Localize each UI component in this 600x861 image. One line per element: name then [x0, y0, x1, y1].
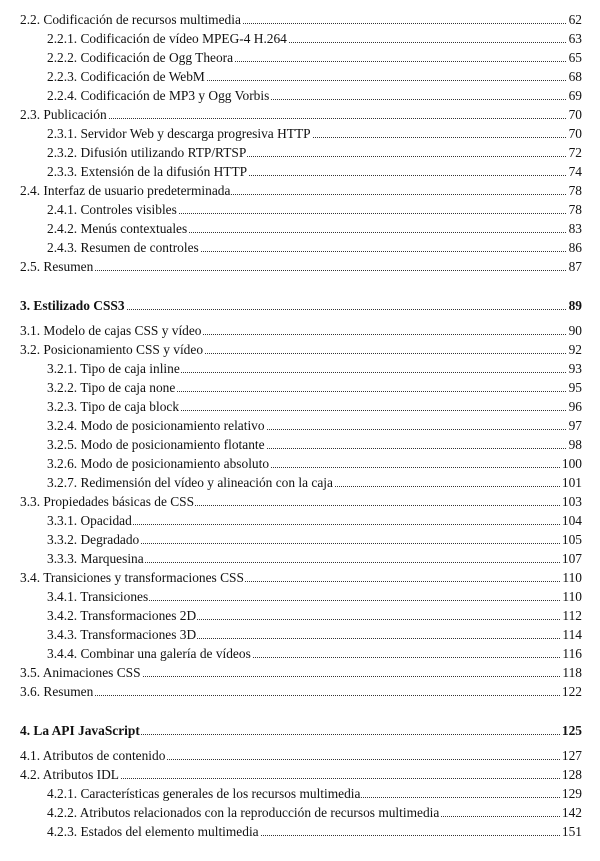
toc-entry[interactable]: [0, 606, 600, 625]
toc-entry-title: 2.4.3. Resumen de controles: [47, 240, 199, 255]
toc-entry-title: 4.1. Atributos de contenido: [20, 748, 166, 763]
toc-entry[interactable]: [0, 105, 600, 124]
toc-page-number: 122: [561, 684, 582, 699]
toc-page-number: 127: [561, 748, 582, 763]
toc-entry-title: 3.3.1. Opacidad: [47, 513, 132, 528]
toc-entry[interactable]: [0, 67, 600, 86]
toc-entry[interactable]: [0, 492, 600, 511]
toc-entry-title: 3.6. Resumen: [20, 684, 94, 699]
toc-entry-title: 2.4. Interfaz de usuario predeterminada: [20, 183, 231, 198]
toc-page-number: 93: [568, 361, 582, 376]
toc-entry[interactable]: [0, 86, 600, 105]
toc-page-number: 118: [562, 665, 582, 680]
toc-entry[interactable]: [0, 822, 600, 841]
toc-entry-title: 3.2.6. Modo de posicionamiento absoluto: [47, 456, 270, 471]
toc-entry-title: 3.4. Transiciones y transformaciones CSS: [20, 570, 244, 585]
toc-entry[interactable]: [0, 238, 600, 257]
toc-entry[interactable]: [0, 181, 600, 200]
toc-entry-title: 2.4.2. Menús contextuales: [47, 221, 188, 236]
toc-entry-title: 2.2.4. Codificación de MP3 y Ogg Vorbis: [47, 88, 270, 103]
toc-entry-title: 4.2.2. Atributos relacionados con la reproducción de recursos multimedia: [47, 805, 440, 820]
toc-page-number: 78: [568, 202, 582, 217]
toc-entry[interactable]: [0, 511, 600, 530]
toc-page-number: 90: [568, 323, 582, 338]
toc-entry[interactable]: [0, 663, 600, 682]
toc-entry[interactable]: [0, 416, 600, 435]
toc-entry-title: 2.3.1. Servidor Web y descarga progresiva HTTP: [47, 126, 311, 141]
toc-page-number: 98: [568, 437, 582, 452]
toc-entry[interactable]: [0, 587, 600, 606]
toc-entry-title: 4.2.1. Características generales de los recursos multimedia: [47, 786, 361, 801]
toc-entry[interactable]: [0, 682, 600, 701]
toc-page-number: 70: [568, 107, 582, 122]
toc-page-number: 128: [561, 767, 582, 782]
toc-entry-title: 3.4.2. Transformaciones 2D: [47, 608, 197, 623]
toc-entry-title: 2.2. Codificación de recursos multimedia: [20, 12, 241, 27]
toc-entry-title: 3.5. Animaciones CSS: [20, 665, 141, 680]
toc-entry[interactable]: [0, 435, 600, 454]
toc-page-number: 129: [561, 786, 582, 801]
toc-chapter[interactable]: [0, 721, 600, 740]
toc-page-number: 78: [568, 183, 582, 198]
toc-entry-title: 3.4.3. Transformaciones 3D: [47, 627, 197, 642]
toc-page-number: 63: [568, 31, 582, 46]
toc-dot-leader: [20, 270, 580, 271]
toc-entry-title: 3.2.5. Modo de posicionamiento flotante: [47, 437, 265, 452]
toc-entry[interactable]: [0, 162, 600, 181]
toc-page-number: 114: [562, 627, 582, 642]
toc-entry[interactable]: [0, 48, 600, 67]
toc-entry-title: 4.2. Atributos IDL: [20, 767, 119, 782]
toc-entry[interactable]: [0, 625, 600, 644]
toc-page-number: 69: [568, 88, 582, 103]
toc-page-number: 96: [568, 399, 582, 414]
toc-entry-title: 2.3.3. Extensión de la difusión HTTP: [47, 164, 248, 179]
toc-page-number: 95: [568, 380, 582, 395]
toc-page-number: 74: [568, 164, 582, 179]
toc-page-number: 89: [568, 298, 582, 313]
toc-chapter[interactable]: [0, 296, 600, 315]
toc-page-number: 107: [561, 551, 582, 566]
toc-entry-title: 4. La API JavaScript: [20, 723, 140, 738]
toc-entry-title: 2.5. Resumen: [20, 259, 94, 274]
toc-page-number: 116: [562, 646, 582, 661]
toc-entry-title: 3. Estilizado CSS3: [20, 298, 125, 313]
toc-page-number: 151: [561, 824, 582, 839]
toc-entry[interactable]: [0, 359, 600, 378]
toc-page-number: 125: [561, 723, 582, 738]
toc-page-number: 104: [561, 513, 582, 528]
toc-entry-title: 3.3. Propiedades básicas de CSS: [20, 494, 195, 509]
toc-entry[interactable]: [0, 454, 600, 473]
toc-entry-title: 3.2. Posicionamiento CSS y vídeo: [20, 342, 204, 357]
toc-entry-title: 2.2.2. Codificación de Ogg Theora: [47, 50, 234, 65]
toc-entry[interactable]: [0, 644, 600, 663]
toc-entry[interactable]: [0, 124, 600, 143]
toc-entry[interactable]: [0, 10, 600, 29]
toc-entry[interactable]: [0, 378, 600, 397]
toc-page-number: 87: [568, 259, 582, 274]
toc-page-number: 83: [568, 221, 582, 236]
toc-entry-title: 2.3.2. Difusión utilizando RTP/RTSP: [47, 145, 247, 160]
toc-page-number: 101: [561, 475, 582, 490]
toc-entry[interactable]: [0, 530, 600, 549]
toc-entry-title: 3.4.4. Combinar una galería de vídeos: [47, 646, 251, 661]
toc-entry[interactable]: [0, 200, 600, 219]
toc-entry-title: 3.2.7. Redimensión del vídeo y alineación con la caja: [47, 475, 333, 490]
toc-entry-title: 2.3. Publicación: [20, 107, 107, 122]
toc-entry[interactable]: [0, 803, 600, 822]
toc-page-number: 110: [562, 570, 582, 585]
toc-page-number: 72: [568, 145, 582, 160]
toc-page-number: 68: [568, 69, 582, 84]
toc-page-number: 142: [561, 805, 582, 820]
toc-dot-leader: [20, 695, 580, 696]
toc-entry[interactable]: [0, 321, 600, 340]
toc-entry[interactable]: [0, 784, 600, 803]
toc-entry-title: 2.2.1. Codificación de vídeo MPEG-4 H.264: [47, 31, 287, 46]
toc-page-number: 92: [568, 342, 582, 357]
toc-entry-title: 4.2.3. Estados del elemento multimedia: [47, 824, 259, 839]
toc-entry[interactable]: [0, 257, 600, 276]
toc-page-number: 112: [562, 608, 582, 623]
toc-page-number: 62: [568, 12, 582, 27]
toc-entry[interactable]: [0, 219, 600, 238]
toc-page-number: 65: [568, 50, 582, 65]
toc-entry-title: 2.2.3. Codificación de WebM: [47, 69, 205, 84]
toc-page-number: 110: [562, 589, 582, 604]
toc-entry-title: 3.1. Modelo de cajas CSS y vídeo: [20, 323, 202, 338]
toc-entry-title: 2.4.1. Controles visibles: [47, 202, 177, 217]
toc-page-number: 105: [561, 532, 582, 547]
toc-entry[interactable]: [0, 340, 600, 359]
toc-entry-title: 3.3.3. Marquesina: [47, 551, 144, 566]
toc-entry[interactable]: [0, 29, 600, 48]
toc-entry[interactable]: [0, 397, 600, 416]
toc-page-number: 103: [561, 494, 582, 509]
toc-entry[interactable]: [0, 765, 600, 784]
toc-entry[interactable]: [0, 143, 600, 162]
toc-entry[interactable]: [0, 473, 600, 492]
toc-entry-title: 3.2.2. Tipo de caja none: [47, 380, 176, 395]
toc-entry[interactable]: [0, 746, 600, 765]
toc-entry[interactable]: [0, 568, 600, 587]
toc-entry[interactable]: [0, 549, 600, 568]
toc-page-number: 70: [568, 126, 582, 141]
toc-page-number: 86: [568, 240, 582, 255]
toc-entry-title: 3.4.1. Transiciones: [47, 589, 149, 604]
toc-page-number: 97: [568, 418, 582, 433]
toc-entry-title: 3.3.2. Degradado: [47, 532, 140, 547]
toc-entry-title: 3.2.3. Tipo de caja block: [47, 399, 180, 414]
toc-entry-title: 3.2.4. Modo de posicionamiento relativo: [47, 418, 265, 433]
toc-entry-title: 3.2.1. Tipo de caja inline: [47, 361, 180, 376]
toc-page-number: 100: [561, 456, 582, 471]
